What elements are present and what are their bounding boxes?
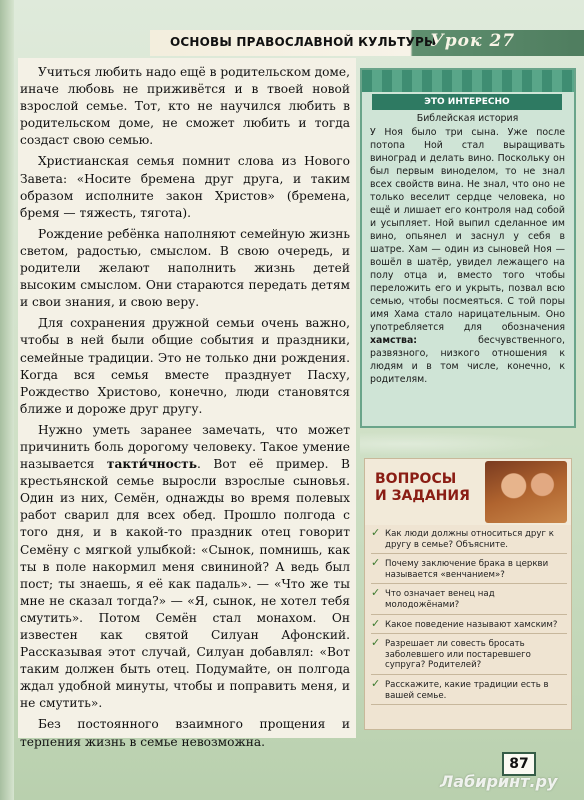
question-item — [371, 526, 567, 554]
question-text: Разрешает ли совесть бросать заболевшего или постаревшего супруга? Родителей? — [385, 639, 531, 671]
paragraph-3: Рождение ребёнка наполняют семейную жизнь светом, радостью, смыслом. В свою очередь, и родители желают наполнить жизнь детей высоким смыслом. Они стараются передать детям и свои знания, и свою веру. — [20, 226, 350, 310]
questions-box — [364, 458, 572, 730]
fact-box-term: хамства: — [370, 335, 418, 346]
question-item — [371, 616, 567, 635]
watermark-logo: Лабиринт.ру — [440, 772, 558, 791]
question-item — [371, 586, 567, 614]
paragraph-5-start: Нужно уметь заранее замечать, что может причинить боль дорогому человеку. Такое умение называется — [20, 422, 350, 472]
question-item — [371, 636, 567, 675]
paragraph-5 — [20, 422, 350, 713]
question-text: Как люди должны относиться друг к другу в семье? Объясните. — [385, 529, 554, 550]
fact-box-text-end: бесчувственного, развязного, низкого отношения к людям и в том числе, конечно, к родителям. — [370, 335, 565, 385]
decorative-swirl — [360, 430, 584, 458]
questions-title-line2: И ЗАДАНИЯ — [375, 488, 470, 504]
checkmark-icon: ✓ — [371, 586, 381, 600]
children-photo — [485, 461, 567, 523]
fact-box-body — [370, 112, 565, 386]
paragraph-4: Для сохранения дружной семьи очень важно, чтобы в ней были общие события и праздники, семейные традиции. Это не только дни рождения. Когда вся семья вместе празднует Пасху, Рождество Христово, конечно, люди становятся ближе и дороже друг другу. — [20, 316, 350, 416]
paragraph-1: Учиться любить надо ещё в родительском доме, иначе любовь не приживётся и в твоей новой взрослой семье. Тот, кто не научился любить в родительском доме, не сможет любить и тогда создаст свою семью. — [20, 65, 350, 148]
checkmark-icon: ✓ — [371, 616, 381, 630]
ornament-border — [362, 70, 574, 92]
term-tactfulness: такти́чность — [106, 457, 197, 472]
questions-title-line1: ВОПРОСЫ — [375, 471, 457, 487]
fact-box-header: ЭТО ИНТЕРЕСНО — [372, 94, 562, 110]
question-text: Почему заключение брака в церкви называется «венчанием»? — [385, 559, 549, 580]
questions-list — [371, 526, 567, 710]
checkmark-icon: ✓ — [371, 526, 381, 539]
course-title: ОСНОВЫ ПРАВОСЛАВНОЙ КУЛЬТУРЫ — [170, 35, 437, 49]
paragraph-6: Без постоянного взаимного прощения и терпения жизнь в семье невозможна. — [20, 717, 350, 749]
fact-box-title: Библейская история — [416, 113, 519, 124]
question-text: Расскажите, какие традиции есть в вашей семье. — [385, 679, 549, 701]
paragraph-2: Христианская семья помнит слова из Нового Завета: «Носите бремена друг друга, и таким образом исполните закон Христов» (бремена, бремя — тяжесть, тягота). — [20, 154, 350, 220]
questions-title — [375, 471, 470, 505]
question-text: Что означает венец над молодожёнами? — [385, 589, 495, 610]
fact-box-text: У Ноя было три сына. Уже после потопа Ной стал выращивать виноград и делать вино. Поскольку он был первым виноделом, то не знал всех свойств вина. Не знал, что оно не только веселит сердце человека, но ещё и лишает его контроля над собой и усыпляет. Ной выпил сделанное им вино, опьянел и заснул у себя в шатре. Хам — один из сыновей Ноя — вошёл в шатёр, увидел лежащего на полу отца и, вместо того чтобы переложить его и укрыть, позвал всю семью, чтобы посмеяться. С той поры имя Хама стало нарицательным. Оно употребляется для обозначения — [370, 127, 565, 333]
paragraph-5-rest: . Вот её пример. В крестьянской семье выросли взрослые сыновья. Один из них, Семён, однажды во время полевых работ сварил для всех обед. Прошло полгода с того дня, и в какой-то праздник отец говорит Семёну с мягкой улыбкой: «Сынок, помнишь, как ты в поле накормил меня свининой? А ведь был пост; ты знаешь, я её как падаль». — «Что же ты мне не сказал тогда?» — «Я, сынок, не хотел тебя смутить». Потом Семён стал монахом. Он известен как святой Силуан Афонский. Рассказывая этот случай, Силуан добавлял: «Вот таким должен быть отец. Подумайте, он полгода ждал удобной минуты, чтобы и поправить меня, и не смутить». — [20, 457, 350, 711]
checkmark-icon: ✓ — [371, 556, 381, 570]
question-text: Какое поведение называют хамским? — [385, 619, 558, 630]
page-edge — [0, 0, 14, 800]
main-text — [20, 64, 350, 751]
page-number: 87 — [502, 752, 536, 776]
fact-box — [360, 68, 576, 428]
question-item — [371, 556, 567, 584]
checkmark-icon: ✓ — [371, 636, 381, 650]
question-item — [371, 676, 567, 705]
checkmark-icon: ✓ — [371, 676, 381, 690]
lesson-label: Урок 27 — [430, 31, 516, 51]
